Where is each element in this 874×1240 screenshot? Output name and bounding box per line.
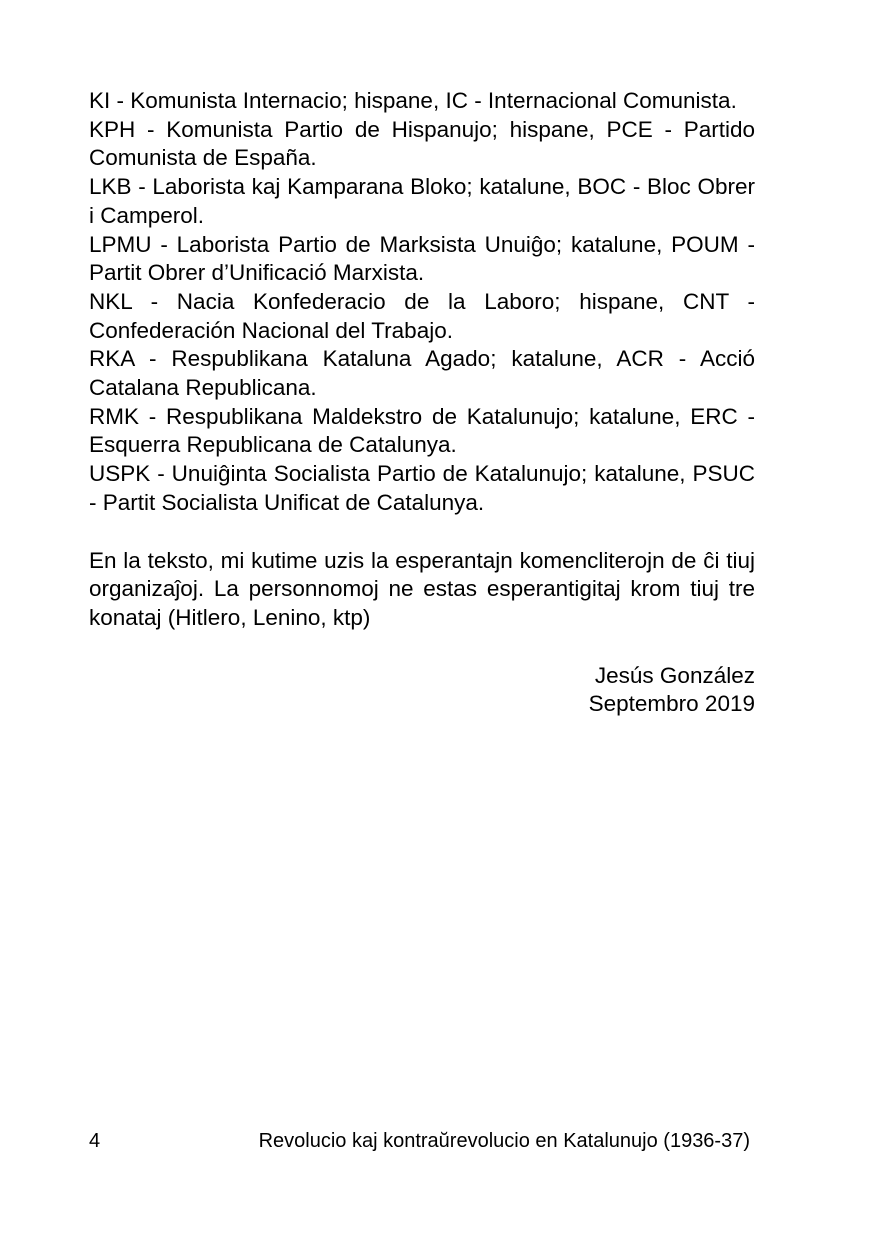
abbreviation-entry-rmk: RMK - Respublikana Maldekstro de Katalunujo; katalune, ERC - Esquerra Republicana de Catalunya. (89, 403, 755, 458)
page-number: 4 (89, 1130, 101, 1152)
abbreviation-entry-ki: KI - Komunista Internacio; hispane, IC - Internacional Comunista. (89, 88, 737, 113)
page-content (89, 87, 755, 719)
note-paragraph: En la teksto, mi kutime uzis la esperantajn komencliterojn de ĉi tiuj organizaĵoj. La personnomoj ne estas esperantigitaj krom tiuj tre konataj (Hitlero, Lenino, ktp) (89, 547, 755, 630)
signature-block (89, 662, 755, 719)
abbreviation-entry-rka: RKA - Respublikana Kataluna Agado; katalune, ACR - Acció Catalana Republicana. (89, 346, 755, 401)
abbreviation-list (89, 87, 755, 518)
abbreviation-entry-lkb: LKB - Laborista kaj Kamparana Bloko; katalune, BOC - Bloc Obrer i Camperol. (89, 174, 755, 228)
running-title: Revolucio kaj kontraŭrevolucio en Katalunujo (1936-37) (258, 1130, 750, 1152)
abbreviation-entry-kph: KPH - Komunista Partio de Hispanujo; hispane, PCE - Partido Comunista de España. (89, 116, 755, 171)
abbreviation-entry-lpmu: LPMU - Laborista Partio de Marksista Unuiĝo; katalune, POUM - Partit Obrer d’Unificació Marxista. (89, 231, 755, 286)
author-name: Jesús González (594, 662, 755, 688)
signature-date: Septembro 2019 (588, 691, 755, 717)
abbreviation-entry-uspk: USPK - Unuiĝinta Socialista Partio de Katalunujo; katalune, PSUC - Partit Socialista Unificat de Catalunya. (89, 461, 755, 515)
abbreviation-entry-nkl: NKL - Nacia Konfederacio de la Laboro; hispane, CNT - Confederación Nacional del Trabajo. (89, 288, 755, 343)
